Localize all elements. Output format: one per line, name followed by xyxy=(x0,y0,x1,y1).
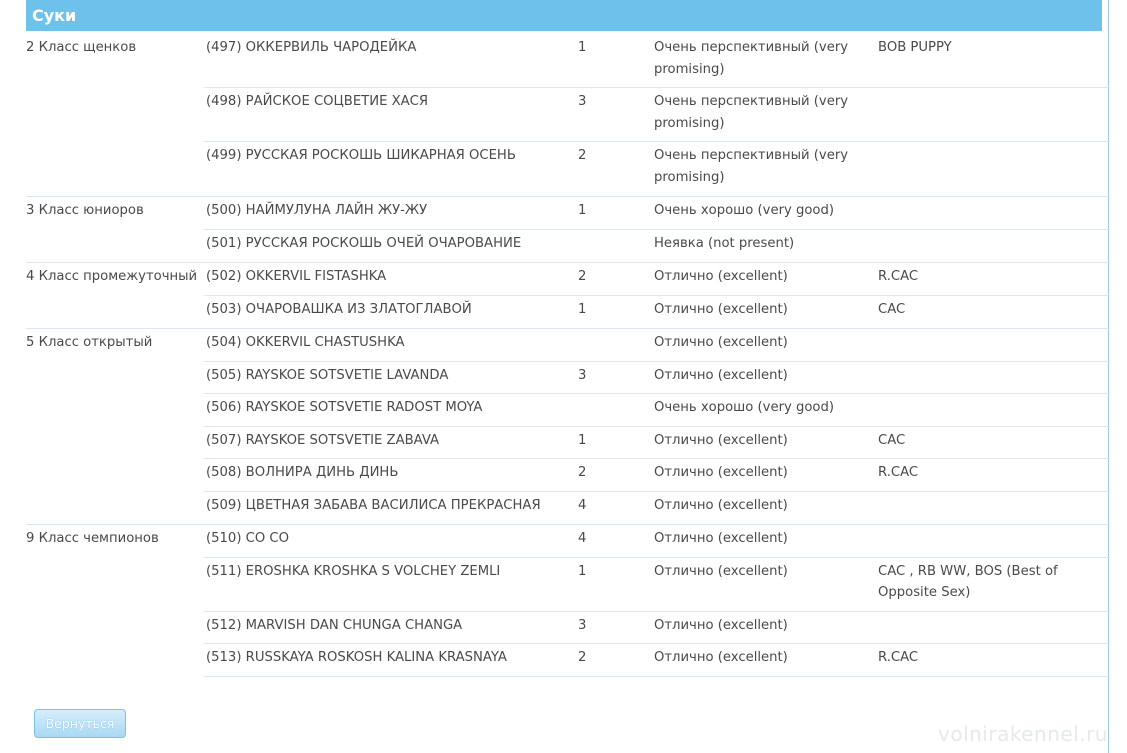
grade-cell: Отлично (excellent) xyxy=(654,531,788,546)
class-cell: 4 Класс промежуточный xyxy=(26,269,198,284)
grade-cell: Очень перспективный (very promising) xyxy=(654,148,849,185)
grade-cell: Отлично (excellent) xyxy=(654,269,788,284)
table-row xyxy=(26,394,1110,427)
grade-cell: Неявка (not present) xyxy=(654,235,795,251)
place-cell: 4 xyxy=(578,497,587,513)
dog-cell: (511) EROSHKA KROSHKA S VOLCHEY ZEMLI xyxy=(206,563,501,579)
table-row xyxy=(26,329,1110,362)
table-row xyxy=(26,362,1110,395)
dog-cell: (503) ОЧАРОВАШКА ИЗ ЗЛАТОГЛАВОЙ xyxy=(206,301,472,317)
title-cell: BOB PUPPY xyxy=(878,40,952,55)
place-cell: 4 xyxy=(578,531,587,546)
table-row xyxy=(26,558,1110,612)
section-header: Суки xyxy=(26,0,1102,31)
place-cell: 1 xyxy=(578,563,587,579)
title-cell: R.CAC xyxy=(878,465,919,480)
table-row xyxy=(26,34,1110,88)
place-cell: 3 xyxy=(578,94,587,109)
grade-cell: Отлично (excellent) xyxy=(654,335,788,350)
table-row xyxy=(26,230,1110,264)
class-cell: 2 Класс щенков xyxy=(26,40,137,55)
grade-cell: Отлично (excellent) xyxy=(654,367,788,383)
grade-cell: Очень перспективный (very promising) xyxy=(654,94,849,131)
grade-cell: Отлично (excellent) xyxy=(654,465,788,480)
dog-cell: (499) РУССКАЯ РОСКОШЬ ШИКАРНАЯ ОСЕНЬ xyxy=(206,148,516,163)
class-cell: 9 Класс чемпионов xyxy=(26,531,159,546)
dog-cell: (513) RUSSKAYA ROSKOSH KALINA KRASNAYA xyxy=(206,650,507,665)
place-cell: 2 xyxy=(578,465,587,480)
place-cell: 1 xyxy=(578,301,587,317)
back-button[interactable]: Вернуться xyxy=(34,709,126,738)
grade-cell: Очень перспективный (very promising) xyxy=(654,40,849,77)
grade-cell: Отлично (excellent) xyxy=(654,497,788,513)
grade-cell: Отлично (excellent) xyxy=(654,617,788,633)
place-cell: 1 xyxy=(578,203,587,218)
class-cell: 5 Класс открытый xyxy=(26,335,153,350)
grade-cell: Очень хорошо (very good) xyxy=(654,203,835,218)
title-cell: R.CAC xyxy=(878,650,919,665)
table-row xyxy=(26,612,1110,645)
table-row xyxy=(26,459,1110,492)
dog-cell: (510) CO CO xyxy=(206,531,290,546)
place-cell: 1 xyxy=(578,40,587,55)
grade-cell: Отлично (excellent) xyxy=(654,432,788,448)
title-cell: R.CAC xyxy=(878,269,919,284)
table-row xyxy=(26,644,1110,677)
dog-cell: (502) OKKERVIL FISTASHKA xyxy=(206,269,387,284)
place-cell: 2 xyxy=(578,269,587,284)
place-cell: 3 xyxy=(578,367,587,383)
dog-cell: (498) РАЙСКОЕ СОЦВЕТИЕ ХАСЯ xyxy=(206,94,429,109)
site-watermark: volnirakennel.ru xyxy=(938,722,1108,746)
grade-cell: Отлично (excellent) xyxy=(654,563,788,579)
dog-cell: (512) MARVISH DAN CHUNGA CHANGA xyxy=(206,617,463,633)
table-row xyxy=(26,142,1110,197)
dog-cell: (507) RAYSKOE SOTSVETIE ZABAVA xyxy=(206,432,440,448)
dog-cell: (505) RAYSKOE SOTSVETIE LAVANDA xyxy=(206,367,449,383)
table-row xyxy=(26,492,1110,526)
dog-cell: (508) ВОЛНИРА ДИНЬ ДИНЬ xyxy=(206,465,399,480)
class-cell: 3 Класс юниоров xyxy=(26,203,144,218)
place-cell: 2 xyxy=(578,650,587,665)
table-row xyxy=(26,427,1110,460)
dog-cell: (509) ЦВЕТНАЯ ЗАБАВА ВАСИЛИСА ПРЕКРАСНАЯ xyxy=(206,497,541,513)
title-cell: CAC xyxy=(878,432,906,448)
results-table xyxy=(26,34,1110,677)
table-row xyxy=(26,88,1110,142)
table-row xyxy=(26,197,1110,230)
grade-cell: Очень хорошо (very good) xyxy=(654,400,835,415)
grade-cell: Отлично (excellent) xyxy=(654,301,788,317)
grade-cell: Отлично (excellent) xyxy=(654,650,788,665)
table-row xyxy=(26,296,1110,330)
dog-cell: (504) OKKERVIL CHASTUSHKA xyxy=(206,335,405,350)
title-cell: CAC xyxy=(878,301,906,317)
place-cell: 2 xyxy=(578,148,587,163)
dog-cell: (501) РУССКАЯ РОСКОШЬ ОЧЕЙ ОЧАРОВАНИЕ xyxy=(206,235,522,251)
dog-cell: (506) RAYSKOE SOTSVETIE RADOST MOYA xyxy=(206,400,483,415)
dog-cell: (497) ОККЕРВИЛЬ ЧАРОДЕЙКА xyxy=(206,40,417,55)
title-cell: CAC , RB WW, BOS (Best of Opposite Sex) xyxy=(878,563,1058,601)
place-cell: 1 xyxy=(578,432,587,448)
place-cell: 3 xyxy=(578,617,587,633)
table-row xyxy=(26,263,1110,296)
table-row xyxy=(26,525,1110,558)
dog-cell: (500) НАЙМУЛУНА ЛАЙН ЖУ-ЖУ xyxy=(206,203,428,218)
